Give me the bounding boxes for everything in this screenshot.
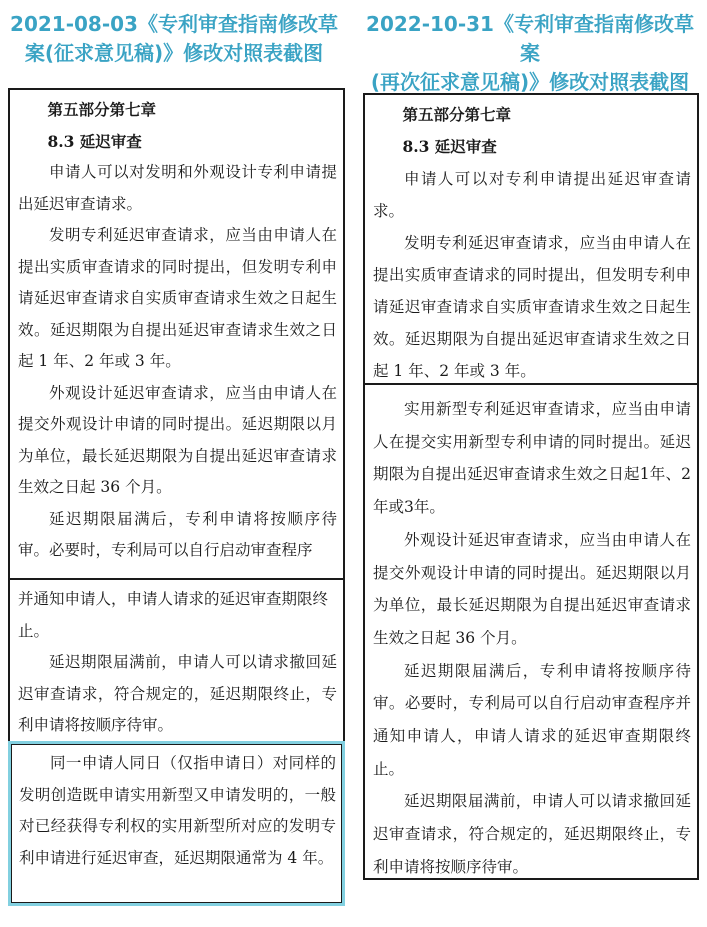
left-paragraph-6: 同一申请人同日（仅指申请日）对同样的发明创造既申请实用新型又申请发明的，一般对已经获得专利权的实用新型所对应的发明专利申请进行延迟审查，延迟期限通常为 4 年。 — [19, 754, 336, 867]
left-excerpt-box-2 — [8, 578, 345, 743]
right-paragraph-5: 延迟期限届满后，专利申请将按顺序待审。必要时，专利局可以自行启动审查程序并通知申请人，申请人请求的延迟审查期限终止。 — [373, 661, 691, 778]
left-part-title: 第五部分第七章 — [47, 100, 156, 119]
right-excerpt-box-2 — [363, 383, 699, 880]
right-caption-line1: 2022-10-31《专利审查指南修改草案 — [366, 12, 694, 65]
left-caption — [4, 10, 344, 68]
right-paragraph-1: 申请人可以对专利申请提出延迟审查请求。 — [373, 170, 691, 220]
right-section-title: 8.3 延迟审查 — [402, 137, 497, 156]
right-paragraph-3: 实用新型专利延迟审查请求，应当由申请人在提交实用新型专利申请的同时提出。延迟期限为自提出延迟审查请求生效之日起1年、2年或3年。 — [373, 400, 691, 517]
left-paragraph-4b: 并通知申请人，申请人请求的延迟审查期限终止。 — [18, 590, 329, 640]
left-highlighted-box — [8, 741, 345, 906]
right-paragraph-4: 外观设计延迟审查请求，应当由申请人在提交外观设计申请的同时提出。延迟期限以月为单位，最长延迟期限为自提出延迟审查请求生效之日起 36 个月。 — [373, 530, 691, 647]
left-paragraph-1: 申请人可以对发明和外观设计专利申请提出延迟审查请求。 — [18, 163, 337, 213]
right-paragraph-6: 延迟期限届满前，申请人可以请求撤回延迟审查请求，符合规定的，延迟期限终止，专利申请将按顺序待审。 — [373, 792, 691, 876]
left-section-title: 8.3 延迟审查 — [47, 131, 142, 151]
left-caption-line2: 案(征求意见稿)》修改对照表截图 — [24, 41, 324, 65]
right-caption-line2: (再次征求意见稿)》修改对照表截图 — [370, 70, 690, 94]
left-paragraph-3: 外观设计延迟审查请求，应当由申请人在提交外观设计申请的同时提出。延迟期限以月为单位，最长延迟期限为自提出延迟审查请求生效之日起 36 个月。 — [18, 383, 337, 496]
right-caption — [360, 10, 700, 97]
right-excerpt-box-1 — [363, 93, 699, 385]
left-paragraph-2: 发明专利延迟审查请求，应当由申请人在提出实质审查请求的同时提出，但发明专利申请延迟审查请求自实质审查请求生效之日起生效。延迟期限为自提出延迟审查请求生效之日起 1 年、2 年或 3 年。 — [18, 226, 337, 370]
left-paragraph-4a: 延迟期限届满后，专利申请将按顺序待审。必要时，专利局可以自行启动审查程序 — [18, 509, 337, 559]
left-caption-line1: 2021-08-03《专利审查指南修改草 — [10, 12, 338, 36]
left-paragraph-5: 延迟期限届满前，申请人可以请求撤回延迟审查请求，符合规定的，延迟期限终止，专利申请将按顺序待审。 — [18, 653, 337, 734]
right-paragraph-2: 发明专利延迟审查请求，应当由申请人在提出实质审查请求的同时提出，但发明专利申请延迟审查请求自实质审查请求生效之日起生效。延迟期限为自提出延迟审查请求生效之日起 1 年、2 年或 3 年。 — [373, 234, 691, 380]
right-part-title: 第五部分第七章 — [402, 105, 511, 124]
left-excerpt-box-1 — [8, 88, 345, 580]
